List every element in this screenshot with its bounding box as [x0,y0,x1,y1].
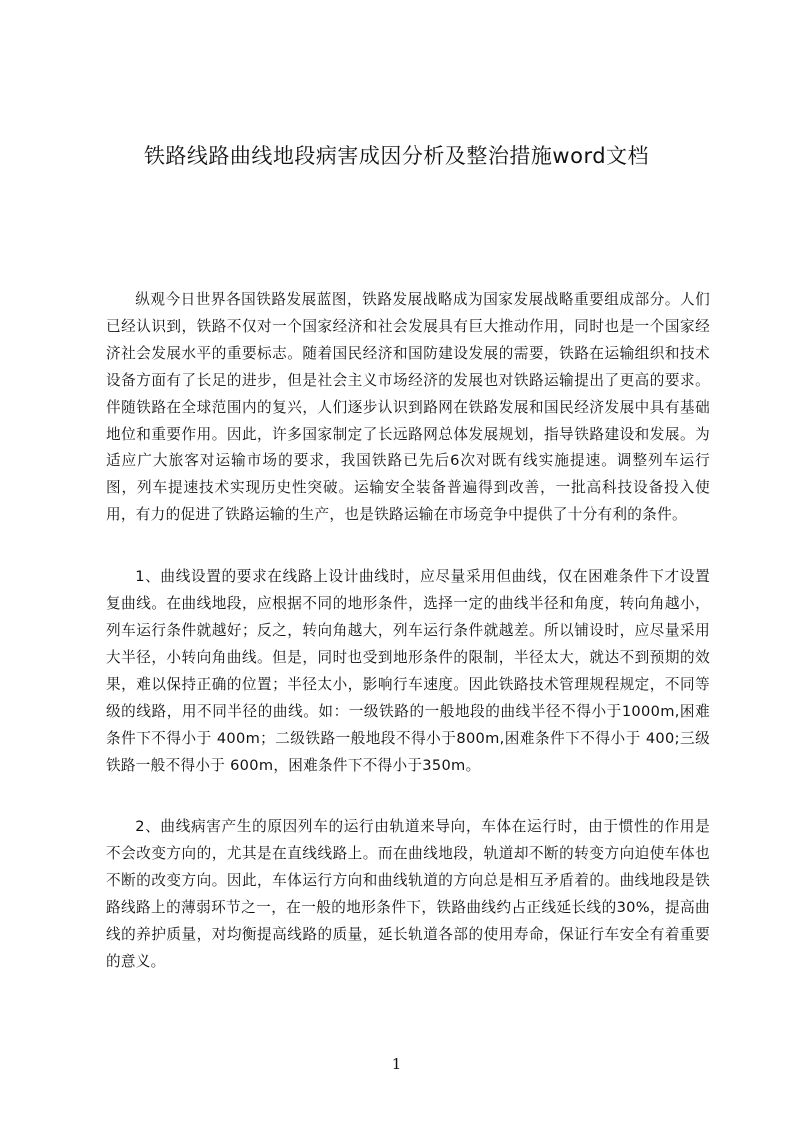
paragraph-curve-defect-causes: 2、曲线病害产生的原因列车的运行由轨道来导向，车体在运行时，由于惯性的作用是不会改变方向的，尤其是在直线线路上。而在曲线地段，轨道却不断的转变方向迫使车体也不断的改变方向。因此，车体运行方向和曲线轨道的方向总是相互矛盾着的。曲线地段是铁路线路上的薄弱环节之一，在一般的地形条件下，铁路曲线约占正线延长线的30%，提高曲线的养护质量，对均衡提高线路的质量，延长轨道各部的使用寿命，保证行车安全有着重要的意义。 [106,818,710,970]
page-number: 1 [391,1055,402,1073]
document-title: 铁路线路曲线地段病害成因分析及整治措施word文档 [143,144,650,168]
paragraph-curve-requirements: 1、曲线设置的要求在线路上设计曲线时，应尽量采用但曲线，仅在困难条件下才设置复曲线。在曲线地段，应根据不同的地形条件，选择一定的曲线半径和角度，转向角越小，列车运行条件就越好；反之，转向角越大，列车运行条件就越差。所以铺设时，应尽量采用大半径，小转向角曲线。但是，同时也受到地形条件的限制，半径太大，就达不到预期的效果，难以保持正确的位置；半径太小，影响行车速度。因此铁路技术管理规程规定，不同等级的线路，用不同半径的曲线。如：一级铁路的一般地段的曲线半径不得小于1000m,困难条件下不得小于 400m；二级铁路一般地段不得小于800m,困难条件下不得小于 400;三级铁路一般不得小于 600m，困难条件下不得小于350m。 [106,568,710,774]
paragraph-intro: 纵观今日世界各国铁路发展蓝图，铁路发展战略成为国家发展战略重要组成部分。人们已经认识到，铁路不仅对一个国家经济和社会发展具有巨大推动作用，同时也是一个国家经济社会发展水平的重要标志。随着国民经济和国防建设发展的需要，铁路在运输组织和技术设备方面有了长足的进步，但是社会主义市场经济的发展也对铁路运输提出了更高的要求。伴随铁路在全球范围内的复兴，人们逐步认识到路网在铁路发展和国民经济发展中具有基础地位和重要作用。因此，许多国家制定了长远路网总体发展规划，指导铁路建设和发展。为适应广大旅客对运输市场的要求，我国铁路已先后6次对既有线实施提速。调整列车运行图，列车提速技术实现历史性突破。运输安全装备普遍得到改善，一批高科技设备投入使用，有力的促进了铁路运输的生产，也是铁路运输在市场竞争中提供了十分有利的条件。 [106,291,710,524]
document-body [106,287,710,1011]
